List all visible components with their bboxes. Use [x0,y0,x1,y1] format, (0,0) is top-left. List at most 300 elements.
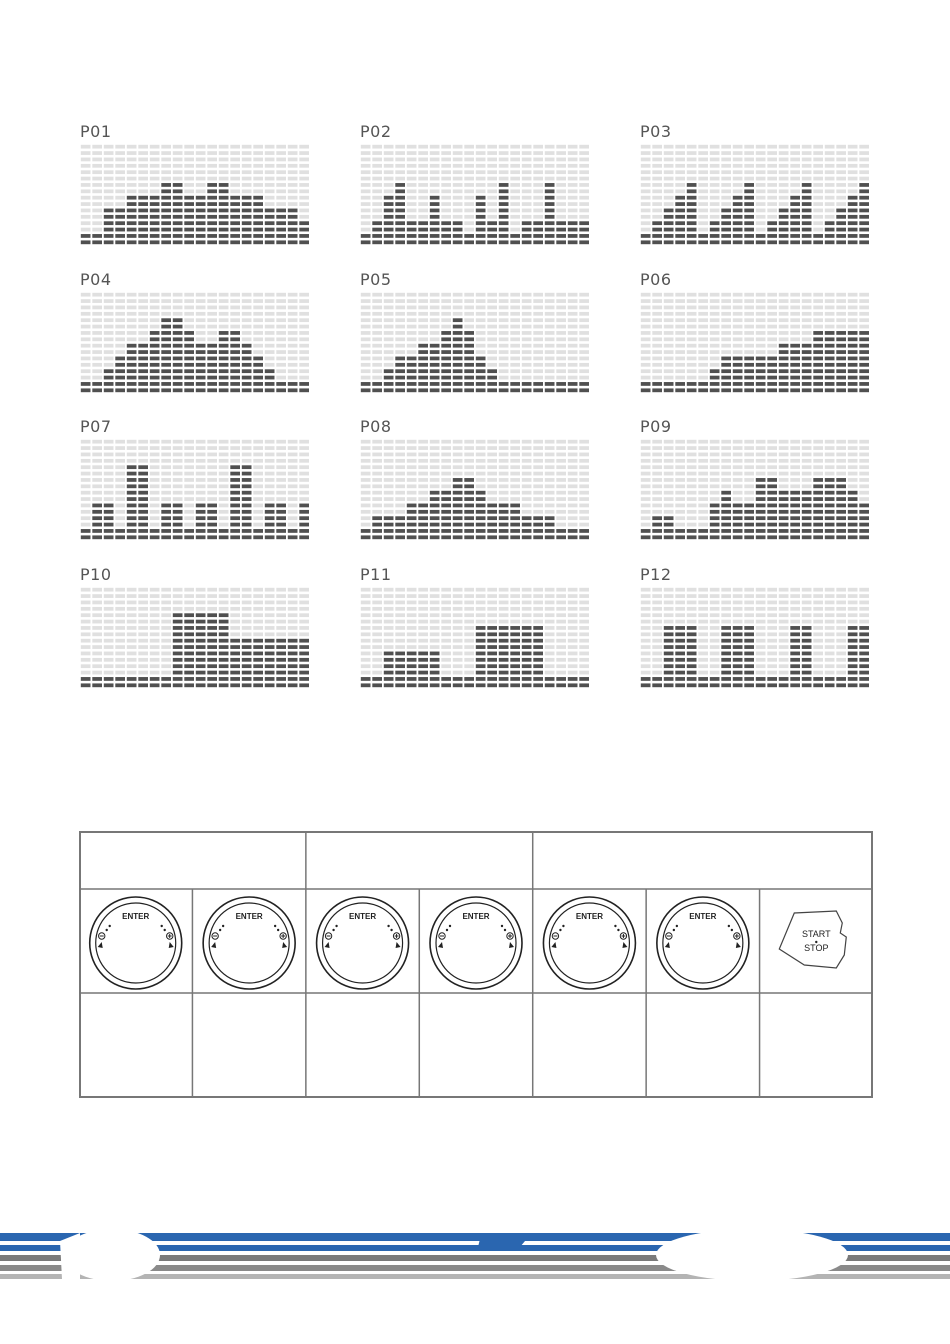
segment-unlit [813,664,823,668]
segment-unlit [395,620,405,624]
segment-lit [430,516,440,520]
segment-lit [836,331,846,335]
segment-lit [813,491,823,495]
segment-lit [299,240,309,244]
segment-lit [265,639,275,643]
segment-unlit [476,607,486,611]
segment-lit [744,382,754,386]
enter-knob[interactable] [657,897,749,989]
segment-lit [430,664,440,668]
enter-knob[interactable] [430,897,522,989]
segment-lit [510,535,520,539]
segment-unlit [579,478,589,482]
segment-lit [545,529,555,533]
segment-lit [138,228,148,232]
segment-unlit [92,299,102,303]
segment-unlit [836,601,846,605]
segment-unlit [756,189,766,193]
segment-lit [207,369,217,373]
segment-lit [510,652,520,656]
segment-unlit [476,318,486,322]
segment-unlit [81,215,91,219]
segment-unlit [756,215,766,219]
segment-lit [196,683,206,687]
segment-unlit [395,588,405,592]
segment-unlit [395,164,405,168]
segment-lit [848,240,858,244]
segment-unlit [138,189,148,193]
segment-lit [464,510,474,514]
segment-unlit [207,306,217,310]
segment-lit [744,510,754,514]
enter-knob[interactable] [90,897,182,989]
segment-unlit [299,484,309,488]
segment-unlit [92,363,102,367]
segment-unlit [664,588,674,592]
segment-lit [848,510,858,514]
segment-unlit [533,189,543,193]
segment-lit [265,510,275,514]
segment-unlit [476,472,486,476]
segment-lit [568,529,578,533]
segment-unlit [767,446,777,450]
segment-unlit [733,318,743,322]
segment-unlit [568,613,578,617]
segment-unlit [756,151,766,155]
segment-unlit [476,151,486,155]
segment-unlit [641,645,651,649]
segment-lit [836,344,846,348]
segment-lit [230,535,240,539]
segment-lit [744,626,754,630]
segment-lit [813,363,823,367]
segment-unlit [115,478,125,482]
segment-lit [836,234,846,238]
segment-unlit [825,671,835,675]
segment-unlit [568,465,578,469]
segment-lit [441,344,451,348]
segment-unlit [150,658,160,662]
segment-lit [207,523,217,527]
segment-unlit [184,594,194,598]
segment-unlit [733,170,743,174]
segment-unlit [441,164,451,168]
segment-lit [710,529,720,533]
segment-unlit [568,202,578,206]
segment-lit [859,516,869,520]
segment-unlit [299,202,309,206]
stripe-gap [656,1229,848,1281]
segment-unlit [104,357,114,361]
segment-lit [859,683,869,687]
segment-unlit [464,170,474,174]
segment-unlit [92,325,102,329]
segment-lit [779,504,789,508]
segment-lit [207,344,217,348]
segment-unlit [641,465,651,469]
segment-lit [161,683,171,687]
segment-lit [545,535,555,539]
enter-knob[interactable] [317,897,409,989]
segment-lit [196,639,206,643]
segment-unlit [790,478,800,482]
segment-unlit [288,357,298,361]
segment-lit [299,683,309,687]
segment-unlit [288,459,298,463]
segment-unlit [138,440,148,444]
segment-lit [756,683,766,687]
segment-lit [464,516,474,520]
segment-lit [253,228,263,232]
segment-unlit [790,620,800,624]
segment-unlit [430,588,440,592]
segment-unlit [219,516,229,520]
segment-lit [115,369,125,373]
segment-unlit [92,626,102,630]
segment-unlit [499,158,509,162]
segment-unlit [230,440,240,444]
segment-unlit [265,363,275,367]
segment-unlit [836,446,846,450]
segment-lit [299,639,309,643]
segment-unlit [641,639,651,643]
segment-unlit [115,337,125,341]
segment-lit [115,382,125,386]
segment-lit [184,221,194,225]
segment-lit [802,626,812,630]
segment-lit [115,363,125,367]
segment-lit [710,221,720,225]
segment-unlit [487,164,497,168]
segment-unlit [733,350,743,354]
segment-unlit [744,312,754,316]
segment-lit [675,529,685,533]
segment-lit [499,645,509,649]
segment-unlit [522,465,532,469]
segment-unlit [579,497,589,501]
segment-unlit [813,613,823,617]
segment-lit [173,529,183,533]
segment-lit [196,510,206,514]
segment-lit [721,645,731,649]
segment-unlit [779,440,789,444]
segment-unlit [675,465,685,469]
segment-unlit [81,164,91,168]
segment-unlit [418,645,428,649]
segment-unlit [848,318,858,322]
segment-unlit [522,504,532,508]
segment-lit [173,209,183,213]
segment-unlit [441,459,451,463]
segment-lit [299,664,309,668]
segment-lit [779,228,789,232]
segment-lit [265,529,275,533]
segment-unlit [579,510,589,514]
segment-lit [510,664,520,668]
segment-unlit [288,170,298,174]
segment-lit [219,620,229,624]
segment-unlit [173,170,183,174]
segment-unlit [825,177,835,181]
segment-lit [184,388,194,392]
segment-unlit [813,170,823,174]
segment-unlit [384,177,394,181]
segment-unlit [361,221,371,225]
segment-lit [407,529,417,533]
segment-unlit [150,145,160,149]
segment-unlit [687,318,697,322]
segment-unlit [453,465,463,469]
segment-lit [453,683,463,687]
segment-unlit [299,299,309,303]
segment-lit [288,645,298,649]
segment-lit [253,652,263,656]
segment-unlit [418,594,428,598]
segment-unlit [641,337,651,341]
segment-unlit [641,306,651,310]
segment-unlit [476,620,486,624]
segment-lit [790,677,800,681]
segment-lit [441,516,451,520]
segment-lit [767,357,777,361]
segment-unlit [802,601,812,605]
segment-unlit [687,484,697,488]
segment-lit [138,516,148,520]
segment-unlit [779,664,789,668]
segment-unlit [698,221,708,225]
segment-lit [476,504,486,508]
segment-unlit [138,306,148,310]
segment-unlit [675,170,685,174]
segment-unlit [265,491,275,495]
segment-unlit [150,446,160,450]
segment-unlit [664,440,674,444]
segment-lit [687,234,697,238]
segment-unlit [813,306,823,310]
segment-unlit [721,183,731,187]
segment-unlit [242,331,252,335]
segment-unlit [184,459,194,463]
segment-unlit [173,151,183,155]
segment-unlit [664,151,674,155]
segment-unlit [361,164,371,168]
segment-unlit [522,293,532,297]
segment-lit [464,234,474,238]
segment-lit [430,202,440,206]
segment-unlit [499,594,509,598]
segment-unlit [430,189,440,193]
segment-lit [184,215,194,219]
segment-unlit [510,472,520,476]
enter-knob[interactable] [203,897,295,989]
segment-lit [104,234,114,238]
segment-lit [418,683,428,687]
segment-lit [802,516,812,520]
segment-lit [779,357,789,361]
segment-unlit [779,607,789,611]
segment-unlit [545,632,555,636]
segment-lit [395,234,405,238]
segment-lit [721,683,731,687]
segment-lit [384,209,394,213]
segment-unlit [813,588,823,592]
segment-lit [744,664,754,668]
segment-lit [825,504,835,508]
segment-lit [407,671,417,675]
segment-lit [859,382,869,386]
segment-unlit [510,158,520,162]
segment-lit [522,388,532,392]
segment-unlit [710,658,720,662]
segment-unlit [733,344,743,348]
segment-lit [687,240,697,244]
segment-unlit [813,658,823,662]
segment-lit [196,221,206,225]
profile-bar-grid [80,439,310,541]
segment-unlit [104,497,114,501]
segment-lit [150,221,160,225]
segment-lit [756,677,766,681]
profile-p04 [80,270,315,400]
segment-unlit [522,189,532,193]
segment-lit [836,221,846,225]
segment-lit [372,221,382,225]
segment-unlit [361,478,371,482]
segment-unlit [115,183,125,187]
segment-lit [453,382,463,386]
segment-unlit [756,350,766,354]
segment-lit [744,388,754,392]
segment-unlit [453,164,463,168]
segment-unlit [441,626,451,630]
segment-unlit [652,465,662,469]
segment-unlit [556,344,566,348]
segment-lit [430,228,440,232]
segment-lit [242,484,252,488]
segment-lit [219,234,229,238]
segment-unlit [556,170,566,174]
segment-lit [242,350,252,354]
segment-lit [464,504,474,508]
segment-unlit [859,318,869,322]
segment-lit [230,516,240,520]
segment-unlit [138,601,148,605]
segment-unlit [533,177,543,181]
segment-unlit [698,337,708,341]
segment-lit [848,357,858,361]
segment-unlit [687,376,697,380]
segment-lit [207,228,217,232]
segment-unlit [207,151,217,155]
segment-lit [579,535,589,539]
segment-lit [242,376,252,380]
segment-unlit [499,170,509,174]
segment-unlit [813,145,823,149]
segment-unlit [813,183,823,187]
segment-unlit [499,350,509,354]
segment-unlit [568,478,578,482]
segment-lit [756,516,766,520]
segment-lit [859,671,869,675]
segment-unlit [687,453,697,457]
segment-lit [733,240,743,244]
segment-lit [384,196,394,200]
segment-lit [207,189,217,193]
segment-unlit [299,337,309,341]
segment-unlit [430,446,440,450]
segment-unlit [115,652,125,656]
segment-unlit [453,671,463,675]
segment-unlit [361,510,371,514]
segment-unlit [430,478,440,482]
segment-unlit [733,588,743,592]
segment-lit [510,504,520,508]
segment-lit [265,535,275,539]
segment-unlit [721,472,731,476]
segment-lit [556,228,566,232]
segment-unlit [859,588,869,592]
segment-lit [299,652,309,656]
segment-lit [299,504,309,508]
segment-unlit [487,446,497,450]
segment-lit [127,677,137,681]
segment-unlit [652,594,662,598]
segment-lit [464,478,474,482]
profile-bar-grid [640,587,870,689]
segment-unlit [384,312,394,316]
segment-unlit [756,588,766,592]
segment-unlit [487,331,497,335]
segment-lit [138,677,148,681]
segment-lit [790,350,800,354]
segment-lit [568,683,578,687]
segment-lit [361,388,371,392]
segment-unlit [407,594,417,598]
enter-knob[interactable] [543,897,635,989]
segment-lit [825,331,835,335]
segment-unlit [556,318,566,322]
segment-unlit [407,350,417,354]
segment-lit [652,228,662,232]
segment-unlit [487,594,497,598]
segment-unlit [81,376,91,380]
segment-lit [464,388,474,392]
segment-unlit [579,376,589,380]
segment-unlit [698,613,708,617]
segment-unlit [196,491,206,495]
segment-unlit [510,478,520,482]
segment-unlit [288,446,298,450]
segment-unlit [813,601,823,605]
segment-lit [767,478,777,482]
segment-unlit [138,453,148,457]
segment-unlit [138,183,148,187]
segment-unlit [104,459,114,463]
segment-unlit [430,594,440,598]
segment-unlit [556,331,566,335]
segment-lit [533,671,543,675]
segment-unlit [522,497,532,501]
segment-lit [150,382,160,386]
segment-unlit [698,202,708,206]
segment-lit [733,535,743,539]
segment-lit [464,337,474,341]
segment-lit [836,535,846,539]
segment-unlit [556,491,566,495]
segment-lit [499,626,509,630]
segment-unlit [522,459,532,463]
start-stop-button[interactable] [779,911,846,968]
